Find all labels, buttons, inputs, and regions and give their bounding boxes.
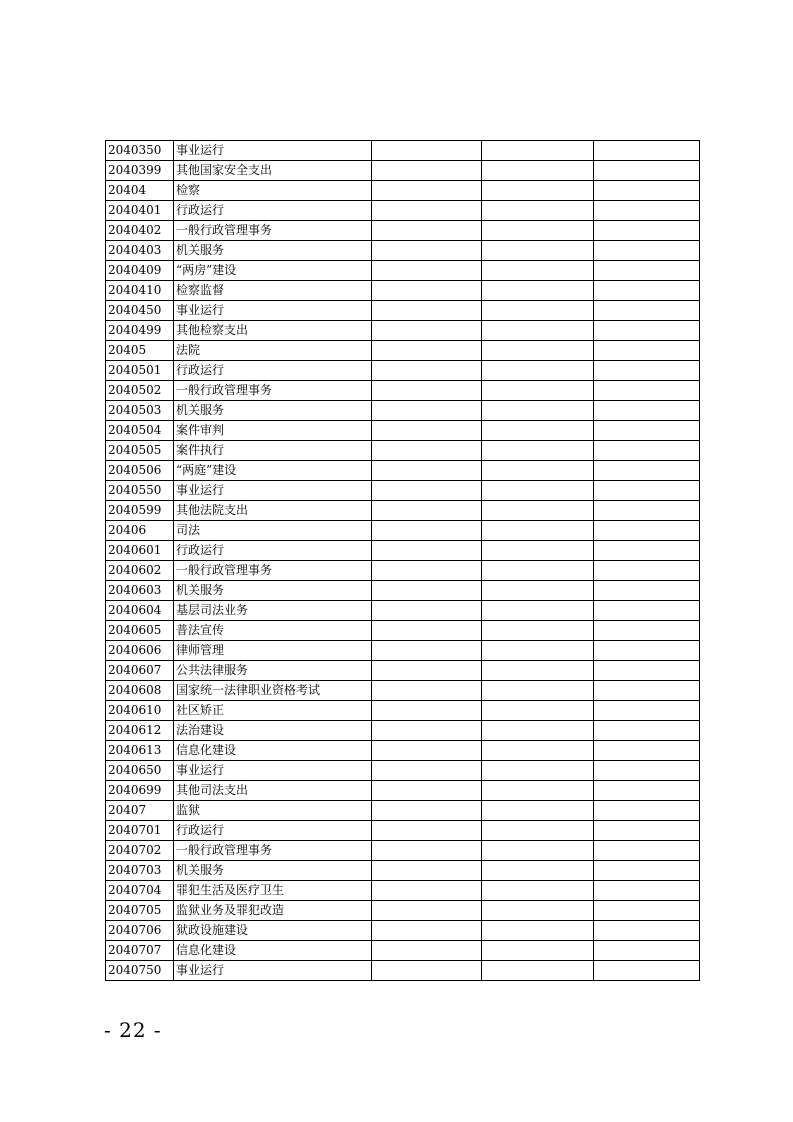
code-cell: 2040601 (106, 541, 174, 561)
code-cell: 2040599 (106, 501, 174, 521)
code-cell: 2040702 (106, 841, 174, 861)
value-cell-2 (482, 901, 594, 921)
value-cell-1 (372, 501, 482, 521)
name-cell: “两房”建设 (174, 261, 372, 281)
value-cell-2 (482, 601, 594, 621)
value-cell-2 (482, 141, 594, 161)
value-cell-3 (594, 821, 700, 841)
value-cell-3 (594, 261, 700, 281)
value-cell-2 (482, 861, 594, 881)
value-cell-2 (482, 321, 594, 341)
code-cell: 2040504 (106, 421, 174, 441)
value-cell-2 (482, 481, 594, 501)
value-cell-3 (594, 601, 700, 621)
value-cell-3 (594, 741, 700, 761)
table-row (106, 261, 700, 281)
name-cell: 检察监督 (174, 281, 372, 301)
value-cell-1 (372, 261, 482, 281)
value-cell-1 (372, 741, 482, 761)
value-cell-1 (372, 221, 482, 241)
code-cell: 2040499 (106, 321, 174, 341)
table-row (106, 921, 700, 941)
code-cell: 2040706 (106, 921, 174, 941)
value-cell-1 (372, 441, 482, 461)
value-cell-1 (372, 561, 482, 581)
value-cell-2 (482, 221, 594, 241)
value-cell-3 (594, 961, 700, 981)
value-cell-2 (482, 581, 594, 601)
code-cell: 20404 (106, 181, 174, 201)
name-cell: 普法宣传 (174, 621, 372, 641)
name-cell: 其他检察支出 (174, 321, 372, 341)
value-cell-1 (372, 521, 482, 541)
name-cell: 一般行政管理事务 (174, 221, 372, 241)
table-row (106, 301, 700, 321)
table-row (106, 181, 700, 201)
value-cell-3 (594, 721, 700, 741)
code-cell: 2040401 (106, 201, 174, 221)
value-cell-2 (482, 921, 594, 941)
name-cell: 信息化建设 (174, 741, 372, 761)
value-cell-2 (482, 641, 594, 661)
value-cell-2 (482, 161, 594, 181)
name-cell: 事业运行 (174, 141, 372, 161)
value-cell-3 (594, 301, 700, 321)
name-cell: 机关服务 (174, 401, 372, 421)
value-cell-1 (372, 421, 482, 441)
value-cell-1 (372, 241, 482, 261)
value-cell-2 (482, 441, 594, 461)
table-row (106, 441, 700, 461)
value-cell-1 (372, 461, 482, 481)
value-cell-2 (482, 701, 594, 721)
table-row (106, 521, 700, 541)
name-cell: 一般行政管理事务 (174, 381, 372, 401)
table-body (106, 141, 700, 981)
value-cell-2 (482, 561, 594, 581)
name-cell: 行政运行 (174, 541, 372, 561)
value-cell-1 (372, 381, 482, 401)
value-cell-1 (372, 801, 482, 821)
code-cell: 2040612 (106, 721, 174, 741)
name-cell: “两庭”建设 (174, 461, 372, 481)
value-cell-1 (372, 681, 482, 701)
code-cell: 2040402 (106, 221, 174, 241)
value-cell-3 (594, 341, 700, 361)
value-cell-2 (482, 721, 594, 741)
name-cell: 机关服务 (174, 581, 372, 601)
name-cell: 律师管理 (174, 641, 372, 661)
table-row (106, 941, 700, 961)
value-cell-2 (482, 241, 594, 261)
value-cell-1 (372, 881, 482, 901)
value-cell-3 (594, 521, 700, 541)
code-cell: 2040703 (106, 861, 174, 881)
code-cell: 2040450 (106, 301, 174, 321)
name-cell: 信息化建设 (174, 941, 372, 961)
value-cell-3 (594, 501, 700, 521)
table-row (106, 861, 700, 881)
value-cell-2 (482, 421, 594, 441)
value-cell-1 (372, 361, 482, 381)
name-cell: 案件审判 (174, 421, 372, 441)
value-cell-2 (482, 181, 594, 201)
name-cell: 一般行政管理事务 (174, 841, 372, 861)
name-cell: 罪犯生活及医疗卫生 (174, 881, 372, 901)
value-cell-3 (594, 241, 700, 261)
code-cell: 2040701 (106, 821, 174, 841)
value-cell-3 (594, 921, 700, 941)
table-row (106, 221, 700, 241)
table-row (106, 501, 700, 521)
value-cell-1 (372, 901, 482, 921)
value-cell-1 (372, 641, 482, 661)
value-cell-3 (594, 781, 700, 801)
table-row (106, 641, 700, 661)
name-cell: 行政运行 (174, 201, 372, 221)
table-row (106, 241, 700, 261)
value-cell-1 (372, 601, 482, 621)
value-cell-3 (594, 421, 700, 441)
code-cell: 2040410 (106, 281, 174, 301)
value-cell-1 (372, 841, 482, 861)
name-cell: 监狱 (174, 801, 372, 821)
code-cell: 2040603 (106, 581, 174, 601)
value-cell-1 (372, 481, 482, 501)
value-cell-1 (372, 781, 482, 801)
value-cell-1 (372, 961, 482, 981)
value-cell-3 (594, 801, 700, 821)
table-row (106, 421, 700, 441)
value-cell-2 (482, 841, 594, 861)
code-cell: 2040613 (106, 741, 174, 761)
value-cell-2 (482, 261, 594, 281)
value-cell-2 (482, 281, 594, 301)
page-number: - 22 - (104, 1018, 162, 1042)
table-row (106, 901, 700, 921)
value-cell-1 (372, 181, 482, 201)
name-cell: 其他司法支出 (174, 781, 372, 801)
table-row (106, 601, 700, 621)
name-cell: 机关服务 (174, 241, 372, 261)
value-cell-1 (372, 661, 482, 681)
value-cell-2 (482, 401, 594, 421)
table-row (106, 581, 700, 601)
table-row (106, 801, 700, 821)
code-cell: 2040650 (106, 761, 174, 781)
value-cell-3 (594, 201, 700, 221)
name-cell: 机关服务 (174, 861, 372, 881)
table-row (106, 721, 700, 741)
code-cell: 2040501 (106, 361, 174, 381)
name-cell: 行政运行 (174, 821, 372, 841)
value-cell-3 (594, 221, 700, 241)
value-cell-1 (372, 621, 482, 641)
name-cell: 公共法律服务 (174, 661, 372, 681)
code-cell: 2040607 (106, 661, 174, 681)
value-cell-2 (482, 521, 594, 541)
name-cell: 监狱业务及罪犯改造 (174, 901, 372, 921)
value-cell-1 (372, 301, 482, 321)
name-cell: 事业运行 (174, 761, 372, 781)
table-row (106, 701, 700, 721)
value-cell-2 (482, 541, 594, 561)
value-cell-2 (482, 361, 594, 381)
table-row (106, 841, 700, 861)
name-cell: 其他国家安全支出 (174, 161, 372, 181)
table-row (106, 661, 700, 681)
table-row (106, 961, 700, 981)
value-cell-1 (372, 921, 482, 941)
value-cell-2 (482, 681, 594, 701)
value-cell-3 (594, 661, 700, 681)
name-cell: 法院 (174, 341, 372, 361)
value-cell-1 (372, 721, 482, 741)
value-cell-3 (594, 181, 700, 201)
name-cell: 行政运行 (174, 361, 372, 381)
table-row (106, 461, 700, 481)
code-cell: 2040608 (106, 681, 174, 701)
budget-table (105, 140, 700, 981)
value-cell-3 (594, 401, 700, 421)
code-cell: 2040399 (106, 161, 174, 181)
value-cell-3 (594, 841, 700, 861)
name-cell: 事业运行 (174, 481, 372, 501)
value-cell-3 (594, 901, 700, 921)
code-cell: 2040704 (106, 881, 174, 901)
code-cell: 2040707 (106, 941, 174, 961)
code-cell: 20405 (106, 341, 174, 361)
value-cell-1 (372, 821, 482, 841)
code-cell: 2040602 (106, 561, 174, 581)
value-cell-2 (482, 821, 594, 841)
name-cell: 其他法院支出 (174, 501, 372, 521)
code-cell: 2040350 (106, 141, 174, 161)
value-cell-2 (482, 941, 594, 961)
value-cell-2 (482, 741, 594, 761)
code-cell: 20406 (106, 521, 174, 541)
table-row (106, 321, 700, 341)
table-row (106, 761, 700, 781)
code-cell: 2040409 (106, 261, 174, 281)
value-cell-1 (372, 161, 482, 181)
table-row (106, 281, 700, 301)
code-cell: 2040610 (106, 701, 174, 721)
name-cell: 国家统一法律职业资格考试 (174, 681, 372, 701)
code-cell: 2040606 (106, 641, 174, 661)
value-cell-3 (594, 861, 700, 881)
value-cell-2 (482, 201, 594, 221)
value-cell-1 (372, 341, 482, 361)
name-cell: 检察 (174, 181, 372, 201)
name-cell: 狱政设施建设 (174, 921, 372, 941)
table-row (106, 141, 700, 161)
name-cell: 事业运行 (174, 961, 372, 981)
value-cell-3 (594, 541, 700, 561)
value-cell-1 (372, 201, 482, 221)
value-cell-3 (594, 881, 700, 901)
code-cell: 2040403 (106, 241, 174, 261)
value-cell-2 (482, 801, 594, 821)
value-cell-3 (594, 621, 700, 641)
value-cell-3 (594, 361, 700, 381)
value-cell-1 (372, 141, 482, 161)
value-cell-1 (372, 861, 482, 881)
value-cell-1 (372, 941, 482, 961)
code-cell: 2040604 (106, 601, 174, 621)
value-cell-2 (482, 501, 594, 521)
value-cell-2 (482, 761, 594, 781)
name-cell: 司法 (174, 521, 372, 541)
table-row (106, 401, 700, 421)
name-cell: 基层司法业务 (174, 601, 372, 621)
value-cell-3 (594, 581, 700, 601)
code-cell: 2040550 (106, 481, 174, 501)
table-row (106, 621, 700, 641)
table-row (106, 381, 700, 401)
table-row (106, 361, 700, 381)
table-row (106, 881, 700, 901)
table-row (106, 821, 700, 841)
value-cell-2 (482, 341, 594, 361)
code-cell: 2040503 (106, 401, 174, 421)
name-cell: 一般行政管理事务 (174, 561, 372, 581)
code-cell: 2040699 (106, 781, 174, 801)
value-cell-3 (594, 761, 700, 781)
table-row (106, 201, 700, 221)
code-cell: 2040605 (106, 621, 174, 641)
code-cell: 2040750 (106, 961, 174, 981)
value-cell-1 (372, 761, 482, 781)
value-cell-3 (594, 321, 700, 341)
table-row (106, 561, 700, 581)
value-cell-3 (594, 641, 700, 661)
value-cell-2 (482, 661, 594, 681)
name-cell: 事业运行 (174, 301, 372, 321)
value-cell-2 (482, 381, 594, 401)
code-cell: 2040506 (106, 461, 174, 481)
code-cell: 2040505 (106, 441, 174, 461)
value-cell-2 (482, 961, 594, 981)
table-row (106, 541, 700, 561)
value-cell-3 (594, 161, 700, 181)
code-cell: 2040502 (106, 381, 174, 401)
value-cell-1 (372, 281, 482, 301)
value-cell-3 (594, 481, 700, 501)
value-cell-1 (372, 701, 482, 721)
value-cell-3 (594, 461, 700, 481)
value-cell-3 (594, 941, 700, 961)
table-row (106, 341, 700, 361)
value-cell-3 (594, 561, 700, 581)
value-cell-3 (594, 381, 700, 401)
value-cell-1 (372, 401, 482, 421)
value-cell-1 (372, 321, 482, 341)
value-cell-3 (594, 681, 700, 701)
code-cell: 2040705 (106, 901, 174, 921)
code-cell: 20407 (106, 801, 174, 821)
value-cell-3 (594, 441, 700, 461)
table-row (106, 481, 700, 501)
table-row (106, 781, 700, 801)
table-row (106, 681, 700, 701)
table-row (106, 741, 700, 761)
value-cell-2 (482, 461, 594, 481)
name-cell: 案件执行 (174, 441, 372, 461)
value-cell-2 (482, 781, 594, 801)
name-cell: 社区矫正 (174, 701, 372, 721)
name-cell: 法治建设 (174, 721, 372, 741)
value-cell-2 (482, 621, 594, 641)
value-cell-1 (372, 541, 482, 561)
value-cell-3 (594, 281, 700, 301)
value-cell-2 (482, 301, 594, 321)
value-cell-2 (482, 881, 594, 901)
table-row (106, 161, 700, 181)
value-cell-3 (594, 701, 700, 721)
value-cell-1 (372, 581, 482, 601)
value-cell-3 (594, 141, 700, 161)
